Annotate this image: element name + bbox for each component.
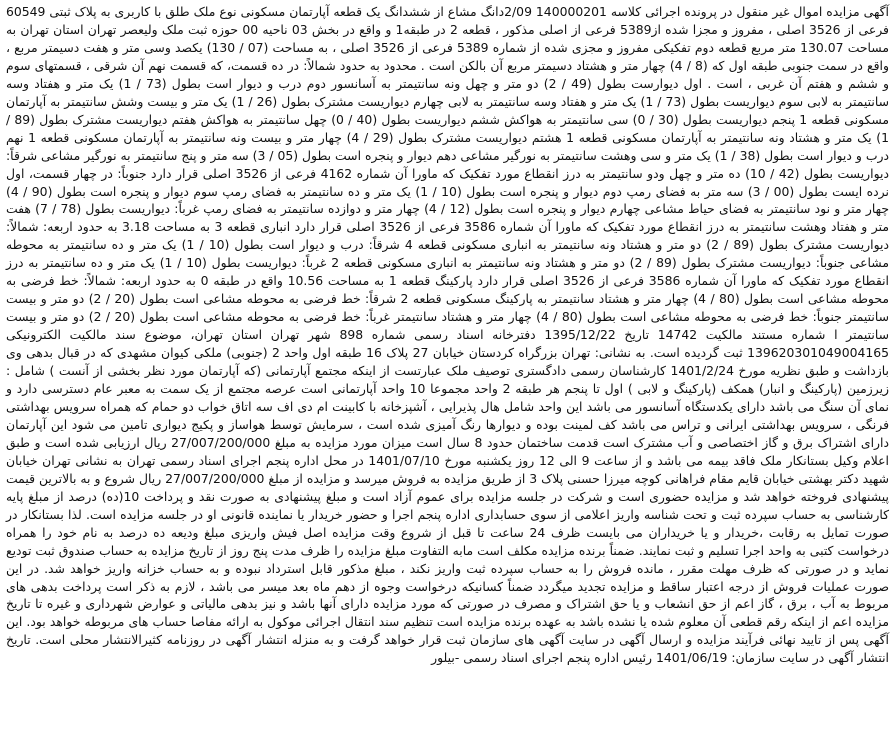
notice-body-text: آگهی مزایده اموال غیر منقول در پرونده اجرائی کلاسه 140000201 2/09دانگ مشاع از ششدانگ یک قطعه آپارتمان مسکونی نوع ملک طلق با کاربری به پلاک ثبتی 60549 فرعی از 3526 اصلی ، مفروز و مجزا شده از5389 فرعی از اصلی مذکور ، قطعه 2 در طبقه1 و واقع در بخش 03 ناحیه 00 حوزه ثبت ملک ولیعصر تهران استان تهران به مساحت 130.07 متر مربع قطعه دوم تفکیکی مفروز و مجزی شده از شماره 5389 فرعی از 3526 اصلی ، به مساحت (07 / 130) یکصد وسی متر و هفت دسیمتر مربع ، واقع در سمت جنوبی طبقه اول که (8 / 4) چهار متر و هشتاد دسیمتر مربع آن بالکن است . محدود به حدود شمالاً: در ده قسمت، که قسمت نهم آن شرقی ، قسمتهای سوم و ششم و هفتم آن غربی ، است . اول دیوارست بطول (49 / 2) دو متر و چهل ونه سانتیمتر به آسانسور دوم درب و دیوار است بطول (73 / 1) یک متر و هفتاد وسه سانتیمتر به لابی سوم دیواریست بطول (73 / 1) یک متر و هفتاد وسه سانتیمتر به لابی چهارم دیواریست مشترک بطول (26 / 1) یک متر و بیست وشش سانتیمتر به آپارتمان مسکونی قطعه 1 پنجم دیواریست بطول (30 / 0) سی سانتیمتر به هواکش ششم دیواریست بطول (40 / 0) چهل سانتیمتر به هواکش هفتم دیواریست مشترک بطول (89 / 1) یک متر و هشتاد ونه سانتیمتر به آپارتمان مسکونی قطعه 1 هشتم دیواریست مشترک بطول (29 / 4) چهار متر و بیست ونه سانتیمتر به آپارتمان مسکونی قطعه 1 نهم درب و دیوار است بطول (38 / 1) یک متر و سی وهشت سانتیمتر به نورگیر مشاعی دهم دیوار و پنجره است بطول (05 / 3) سه متر و پنج سانتیمتر به نورگیر مشاعی شرقاً: دیواریست بطول (42 / 10) ده متر و چهل ودو سانتیمتر به درز انقطاع مورد تفکیک که ماورا آن شماره 4162 فرعی از 3526 اصلی قرار دارد جنوباً: در چهار قسمت، اول نرده ایست بطول (00 / 3) سه متر به فضای رمپ دوم دیوار و پنجره است بطول (10 / 1) یک متر و ده سانتیمتر به فضای رمپ سوم دیوار و پنجره است بطول (90 / 4) چهار متر و نود سانتیمتر به فضای حیاط مشاعی چهارم دیوار و پنجره است بطول (12 / 4) چهار متر و دوازده سانتیمتر به فضای رمپ غرباً: دیواریست بطول (78 / 7) هفت متر و هفتاد وهشت سانتیمتر به درز انقطاع مورد تفکیک که ماورا آن شماره 3586 فرعی از 3526 اصلی قرار دارد انباری قطعه 3 به مساحت 3.18 به حدود اربعه: شمالاً: دیواریست مشترک بطول (89 / 2) دو متر و هشتاد ونه سانتیمتر به انباری مسکونی قطعه 4 شرقاً: درب و دیوار است بطول (10 / 1) یک متر و ده سانتیمتر به محوطه مشاعی جنوباً: دیواریست مشترک بطول (89 / 2) دو متر و هشتاد ونه سانتیمتر به انباری مسکونی قطعه 2 غرباً: دیواریست بطول (10 / 1) یک متر و ده سانتیمتر به درز انقطاع مورد تفکیک که ماورا آن شماره 3586 فرعی از 3526 اصلی قرار دارد پارکینگ قطعه 1 به مساحت 10.56 واقع در طبقه 0 به حدود اربعه: شمالاً: خط فرضی به محوطه مشاعی است بطول (80 / 4) چهار متر و هشتاد سانتیمتر به پارکینگ مسکونی قطعه 2 شرقاً: خط فرضی به محوطه مشاعی است بطول (20 / 2) دو متر و بیست سانتیمتر جنوباً: خط فرضی به محوطه مشاعی است بطول (80 / 4) چهار متر و هشتاد سانتیمتر غرباً: خط فرضی به محوطه مشاعی است بطول (20 / 2) دو متر و بیست سانتیمتر ا شماره مستند مالکیت 14742 تاریخ 1395/12/22 دفترخانه اسناد رسمی شماره 898 شهر تهران استان تهران، موضوع سند مالکیت الکترونیکی 139620301049004165 ثبت گردیده است. به نشانی: تهران بزرگراه کردستان خیابان 27 پلاک 16 طبقه اول واحد 2 (جنوبی) ملکی کیوان مشهدی که در قبال بدهی وی بازداشت و طبق نظریه مورخ 1401/2/24 کارشناسان رسمی دادگستری توصیف ملک عبارتست از اینکه مجتمع آپارتمانی (که آپارتمان مورد نظر بخشی از آنست ) شامل : زیرزمین (پارکینگ و انبار) همکف (پارکینگ و لابی ) اول تا پنجم هر طبقه 2 واحد مجموعا 10 واحد آپارتمانی است عرصه مجتمع از یک سمت به معبر عام دسترسی دارد و نمای آن سنگ می باشد دارای یکدستگاه آسانسور می باشد این واحد شامل هال پذیرایی ، آشپزخانه با کابینت ام دی اف سه اتاق خواب دو حمام که همراه سرویس بهداشتی فرنگی ، سرویس بهداشتی ایرانی و تراس می باشد کف لمینت بوده و دیوارها رنگ آمیزی شده است ، سرمایش توسط هواساز و پکیج دیواری تامین می شود این آپارتمان دارای اشتراک برق و گاز اختصاصی و آب مشترک است قدمت ساختمان حدود 8 سال است میزان مورد مزایده به مبلغ 27/007/200/000 ریال ارزیابی شده است و طبق اعلام وکیل بستانکار ملک فاقد بیمه می باشد و از ساعت 9 الی 12 روز یکشنبه مورخ 1401/07/10 در محل اداره پنجم اجرای اسناد رسمی تهران به نشانی تهران خیابان شهید دکتر بهشتی خیابان قایم مقام فراهانی کوچه میرزا حسنی پلاک 3 از طریق مزایده به فروش میرسد و مزایده از مبلغ 27/007/200/000 ریال شروع و به بالاترین قیمت پیشنهادی فروخته خواهد شد و مزایده حضوری است و شرکت در جلسه مزایده برای عموم آزاد است و مبلغ پیشنهادی به صورت نقد و پرداخت 10(ده) درصد از مبلغ پایه کارشناسی به حساب سپرده ثبت و تحت شناسه واریز اعلامی از سوی حسابداری اداره پنجم اجرا و حضور خریدار یا نماینده قانونی او در جلسه مزایده است. لذا بستانکار در صورت تمایل به رقابت ،خریدار و یا خریداران می بایست ظرف 24 ساعت تا قبل از شروع وقت مزایده اصل فیش واریزی مبلغ ودیعه ده درصد به نام خود را همراه درخواست کتبی به واحد اجرا تسلیم و ثبت نمایند. ضمناً برنده مزایده مکلف است مابه التفاوت مبلغ مزایده را ظرف مدت پنج روز از تاریخ مزایده به حساب صندوق ثبت تودیع نماید و در صورتی که ظرف مهلت مقرر ، مانده فروش را به حساب سپرده ثبت واریز نکند ، مبلغ مذکور قابل استرداد نبوده و به حساب خزانه واریز خواهد شد. در این صورت عملیات فروش از درجه اعتبار ساقط و مزایده تجدید میگردد ضمناً کسانیکه درخواست وجوه از دهم ماه بعد میسر می باشد ، لازم به ذکر است پرداخت بدهی های مربوط به آب ، برق ، گاز اعم از حق انشعاب و یا حق اشتراک و مصرف در صورتی که مورد مزایده دارای آنها باشد و نیز بدهی مالیاتی و عوارض شهرداری و غیره تا تاریخ مزایده اعم از اینکه رقم قطعی آن معلوم شده یا نشده باشد به عهده برنده مزایده است تنظیم سند انتقال اجرائی موکول به ارائه مفاصا حساب های مربوطه خواهد بود. این آگهی پس از تایید نهائی فرآیند مزایده و ارسال آگهی در سایت آگهی های سازمان ثبت قرار خواهد گرفت و به منزله انتشار آگهی در روزنامه کثیرالانتشار محلی است. تاریخ انتشار آگهی در سایت سازمان: 1401/06/19 رئیس اداره پنجم اجرای اسناد رسمی -بیلور [6,4,890,666]
